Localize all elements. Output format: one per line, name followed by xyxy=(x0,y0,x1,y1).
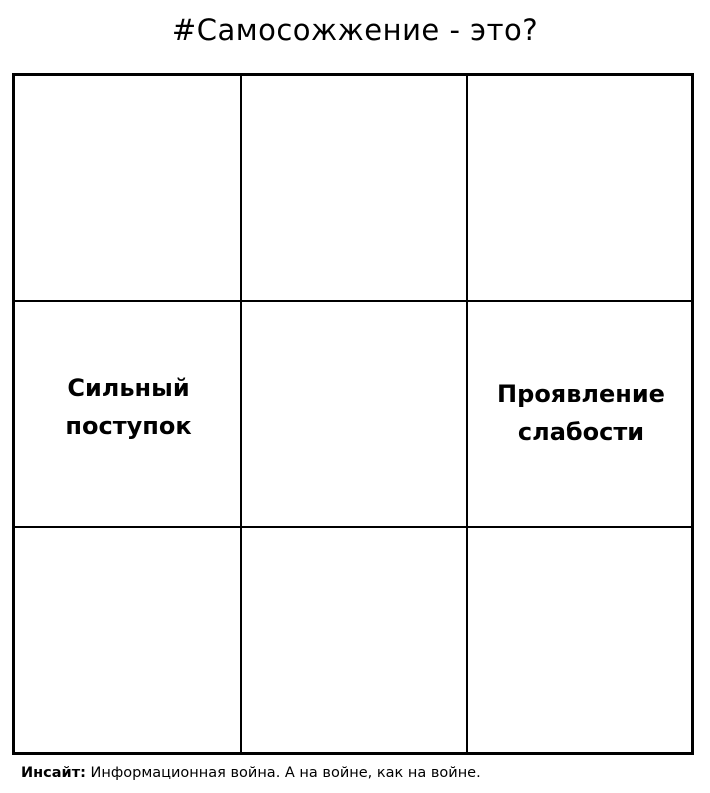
grid-horizontal-divider-1 xyxy=(15,300,691,302)
cell-label-strong-act-line-1: Сильный xyxy=(67,374,190,402)
cell-label-strong-act xyxy=(15,369,242,445)
three-by-three-grid xyxy=(12,73,694,755)
cell-label-weakness xyxy=(468,375,694,451)
page-title: #Самосожжение - это? xyxy=(171,13,539,47)
cell-label-weakness-line-2: слабости xyxy=(517,418,645,446)
insight-text: Информационная война. А на войне, как на войне. xyxy=(85,765,481,781)
insight-label: Инсайт: xyxy=(21,765,86,781)
grid-horizontal-divider-2 xyxy=(15,526,691,528)
cell-label-strong-act-line-2: поступок xyxy=(65,412,192,440)
cell-label-weakness-line-1: Проявление xyxy=(497,380,665,408)
insight-footer xyxy=(21,762,481,784)
